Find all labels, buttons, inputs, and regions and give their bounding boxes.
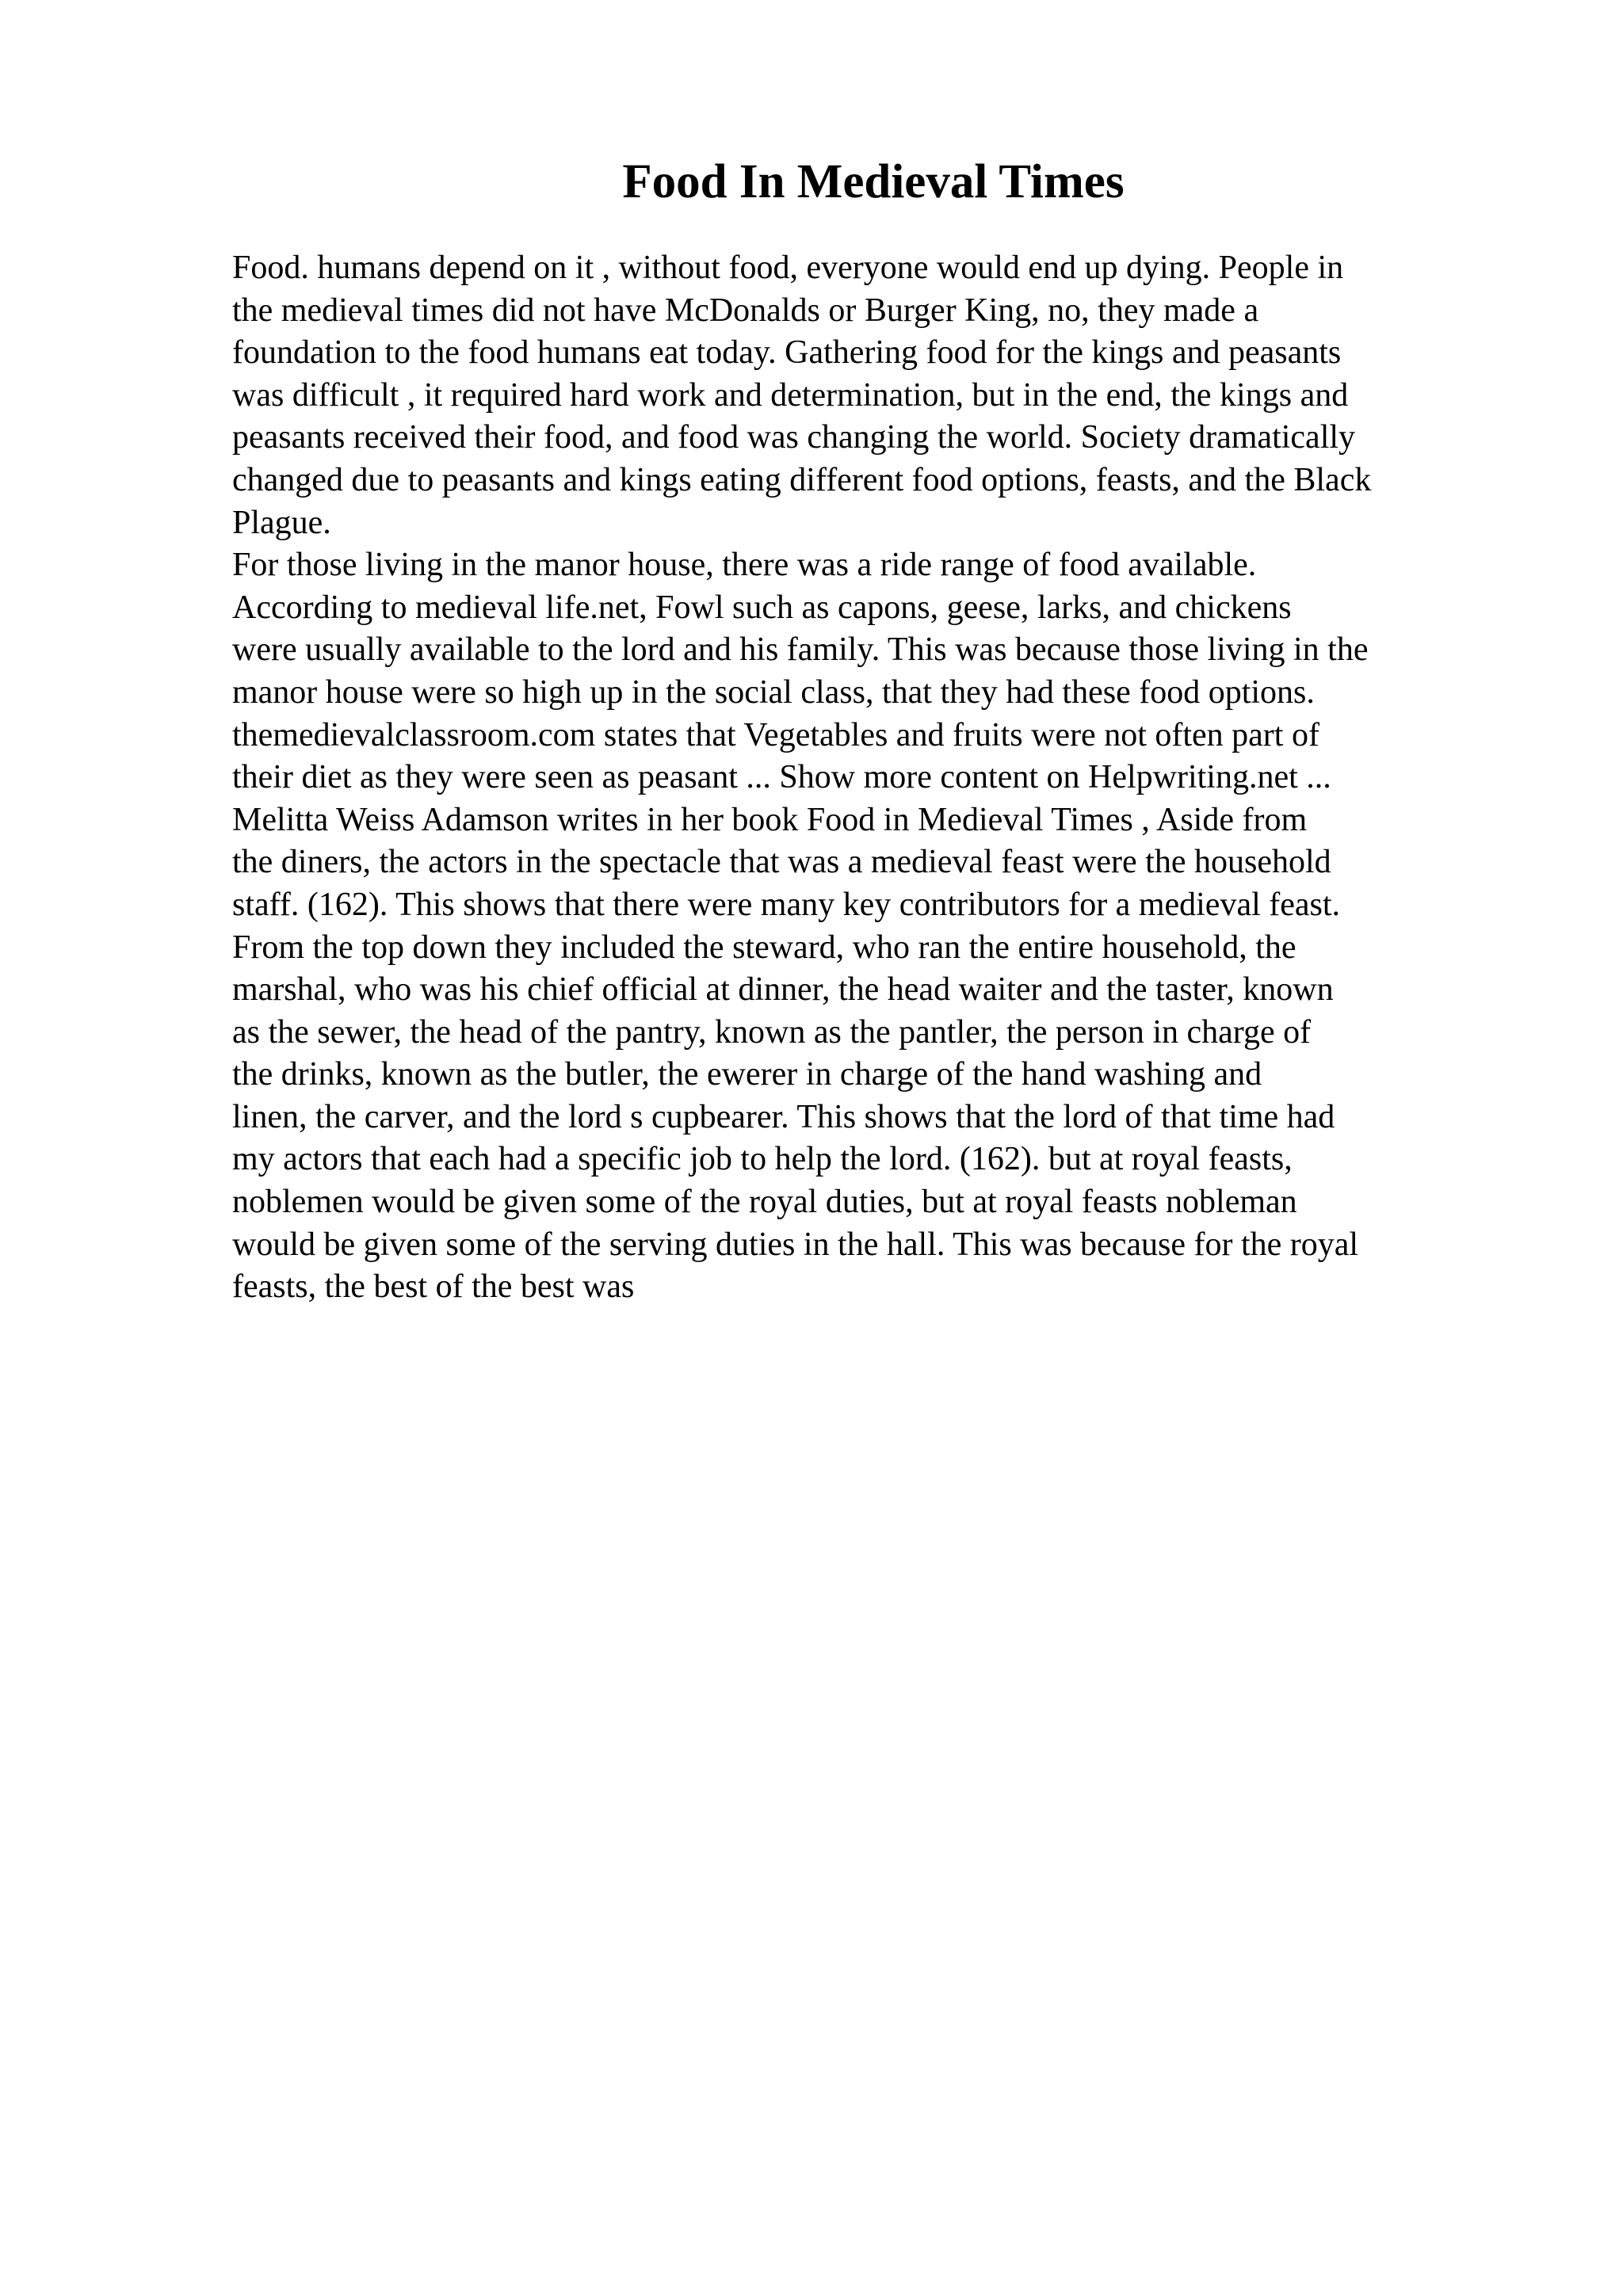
body-text-line: staff. (162). This shows that there were many key contributors for a medieval feast. <box>232 886 1341 923</box>
body-text-line: peasants received their food, and food was changing the world. Society dramatically <box>232 419 1356 456</box>
body-text-line: my actors that each had a specific job to help the lord. (162). but at royal feasts, <box>232 1141 1293 1178</box>
document-title: Food In Medieval Times <box>622 155 1125 208</box>
body-text-line: were usually available to the lord and his family. This was because those living in the <box>232 631 1369 669</box>
body-text-line: marshal, who was his chief official at dinner, the head waiter and the taster, known <box>232 971 1334 1009</box>
body-text-line: changed due to peasants and kings eating different food options, feasts, and the Black <box>232 461 1372 498</box>
body-text-line: manor house were so high up in the social class, that they had these food options. <box>232 673 1315 711</box>
body-text-line: themedievalclassroom.com states that Vegetables and fruits were not often part of <box>232 716 1319 753</box>
body-text-line: foundation to the food humans eat today. Gathering food for the kings and peasants <box>232 334 1342 372</box>
body-text-line: was difficult , it required hard work and determination, but in the end, the kings and <box>232 376 1349 414</box>
body-text-line: Melitta Weiss Adamson writes in her book Food in Medieval Times , Aside from <box>232 801 1308 838</box>
body-text-line: the medieval times did not have McDonalds or Burger King, no, they made a <box>232 292 1259 329</box>
body-text-line: Food. humans depend on it , without food, everyone would end up dying. People in <box>232 250 1344 286</box>
document-body <box>232 247 1611 1309</box>
body-text-line: their diet as they were seen as peasant ... Show more content on Helpwriting.net ... <box>232 759 1331 796</box>
body-text-line: feasts, the best of the best was <box>232 1268 635 1306</box>
body-text-line: would be given some of the serving duties in the hall. This was because for the royal <box>232 1226 1359 1263</box>
body-text-line: the diners, the actors in the spectacle that was a medieval feast were the household <box>232 844 1331 881</box>
body-text-line: For those living in the manor house, there was a ride range of food available. <box>232 547 1257 584</box>
body-text-line: According to medieval life.net, Fowl such as capons, geese, larks, and chickens <box>232 589 1292 626</box>
body-text-line: the drinks, known as the butler, the ewerer in charge of the hand washing and <box>232 1056 1262 1093</box>
body-text-line: noblemen would be given some of the royal duties, but at royal feasts nobleman <box>232 1184 1297 1221</box>
body-text-line: From the top down they included the steward, who ran the entire household, the <box>232 929 1296 966</box>
body-text-line: as the sewer, the head of the pantry, known as the pantler, the person in charge of <box>232 1013 1312 1051</box>
body-text-line: linen, the carver, and the lord s cupbearer. This shows that the lord of that time had <box>232 1098 1335 1135</box>
body-text-line: Plague. <box>232 504 331 541</box>
